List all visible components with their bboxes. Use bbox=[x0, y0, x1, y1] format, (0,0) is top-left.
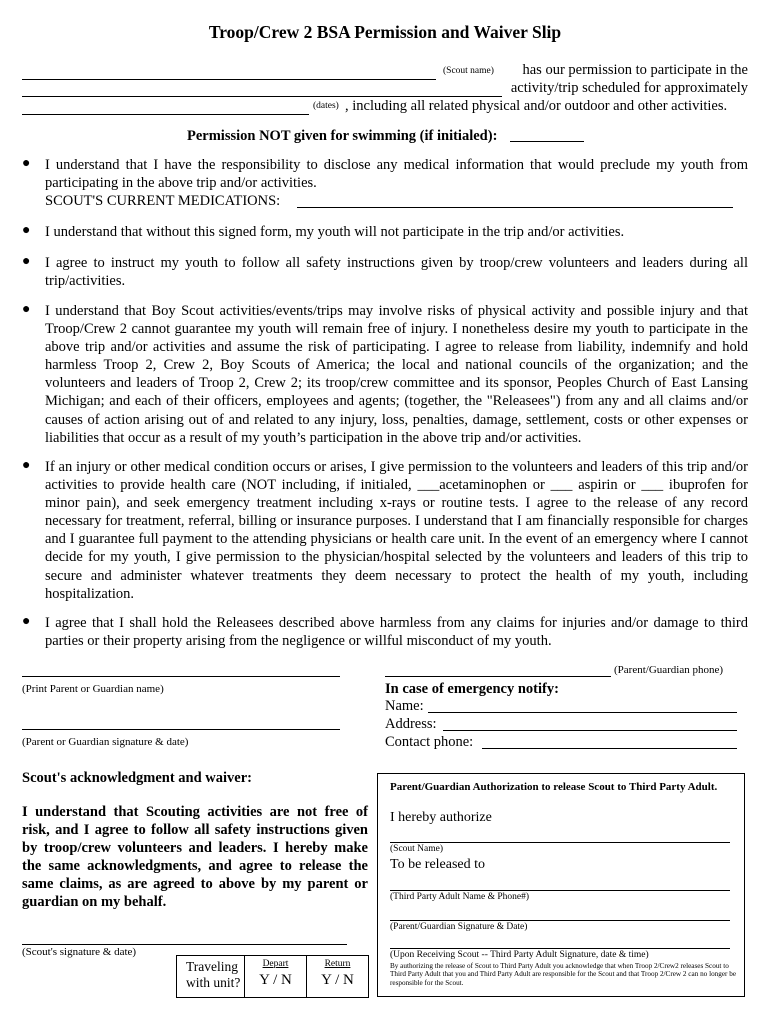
third-party-box bbox=[377, 773, 745, 997]
safety-text: I agree to instruct my youth to follow all safety instructions given by troop/crew volunteers and leaders during all trip/activities. bbox=[45, 255, 748, 290]
dates-line[interactable] bbox=[22, 114, 309, 115]
release-note: By authorizing the release of Scout to Third Party Adult you acknowledge that when Troop 2/Crew2 releases Scout to Third Party Adult that you and Third Party Adult are responsible for the Scout and that Troop 2/Crew 2 can no longer be responsible for the Scout. bbox=[390, 962, 737, 987]
signed-form-text: I understand that without this signed form, my youth will not participate in the trip and/or activities. bbox=[45, 224, 625, 240]
return-options[interactable]: Y / N bbox=[321, 972, 354, 988]
bullet-icon: ● bbox=[22, 156, 31, 171]
emergency-address-label: Address: bbox=[385, 716, 437, 732]
travel-label-1: Traveling bbox=[186, 959, 239, 974]
pg-signature-line[interactable] bbox=[390, 920, 730, 921]
print-name-line[interactable] bbox=[22, 676, 340, 677]
emergency-contact-line[interactable] bbox=[482, 748, 737, 749]
emergency-contact-label: Contact phone: bbox=[385, 734, 474, 750]
emergency-name-label: Name: bbox=[385, 698, 424, 714]
bullet-icon: ● bbox=[22, 254, 31, 269]
scout-name-line[interactable] bbox=[22, 79, 436, 80]
injury-text: If an injury or other medical condition occurs or arises, I give permission to the volunteers and leaders of this trip and/or activities to provide health care (NOT including, if initialed, ___acetaminophen or ___ aspirin or ___ ibuprofen for minor pain), and seek emergency treatment including x-rays or routine tests. I agree to the release of any record necessary for treatment, referral, billing or insurance purposes. I understand that I am financially responsible for charges and I guarantee full payment to the attending physicians or health care unit. In the event of an emergency where I cannot decide for my youth, I give permission to the physician/hospital selected by the volunteers and leaders of this trip to secure and administer whatever treatments they deem necessary to protect the health of my youth, including hospitalization. bbox=[45, 459, 748, 602]
depart-label: Depart bbox=[262, 959, 289, 969]
bullet-icon: ● bbox=[22, 302, 31, 317]
emergency-address-line[interactable] bbox=[443, 730, 737, 731]
parent-signature-line[interactable] bbox=[22, 729, 340, 730]
pg-signature-label: (Parent/Guardian Signature & Date) bbox=[390, 922, 528, 932]
bullet-icon: ● bbox=[22, 458, 31, 473]
parent-phone-line[interactable] bbox=[385, 676, 611, 677]
scout-name-label: (Scout Name) bbox=[390, 844, 444, 854]
released-line[interactable] bbox=[390, 890, 730, 891]
intro-line-2: activity/trip scheduled for approximately bbox=[510, 80, 748, 96]
receiving-signature-line[interactable] bbox=[390, 948, 730, 949]
swimming-label: Permission NOT given for swimming (if initialed): bbox=[187, 128, 498, 144]
intro-line-3: , including all related physical and/or outdoor and other activities. bbox=[345, 98, 728, 114]
travel-box bbox=[176, 955, 369, 998]
print-name-label: (Print Parent or Guardian name) bbox=[22, 683, 164, 695]
authorize-line[interactable] bbox=[390, 842, 730, 843]
bullet-icon: ● bbox=[22, 614, 31, 629]
scout-name-hint: (Scout name) bbox=[443, 66, 494, 76]
scout-ack-body: I understand that Scouting activities are not free of risk, and I agree to follow all safety instructions given by troop/crew volunteers and leaders. I hereby make the same acknowledgments, and agree to release the same claims, as are agreed to above by my parent or guardian on my behalf. bbox=[22, 804, 368, 911]
risks-text: I understand that Boy Scout activities/events/trips may involve risks of physical activity and possible injury and that Troop/Crew 2 cannot guarantee my youth will remain free of injury. I nonetheless desire my youth to participate in the above trip and/or activities and assume the risk of participating. I agree to release from liability, indemnify and hold harmless Troop 2, Crew 2, Boy Scouts of America; the local and national councils of the organization; and the volunteers and leaders of Troop 2, Crew 2; its troop/crew committee and its sponsor, Peoples Church of East Lansing Michigan; and each of their officers, employees and agents; (together, the "Releasees") from any and all claims and/or causes of action arising out of and related to any injury, loss, penalties, damage, settlement, costs or other expenses or liabilities that occur as a result of my youth’s participation in the above trip and/or activities. bbox=[45, 303, 748, 446]
medications-label: SCOUT'S CURRENT MEDICATIONS: bbox=[45, 193, 281, 209]
scout-signature-label: (Scout's signature & date) bbox=[22, 946, 137, 958]
hold-harmless-text: I agree that I shall hold the Releasees described above harmless from any claims for injuries and/or damage to third parties or their property arising from the negligence or willful misconduct of my youth. bbox=[45, 615, 748, 650]
page-title: Troop/Crew 2 BSA Permission and Waiver Slip bbox=[208, 22, 562, 42]
medical-disclosure-text: I understand that I have the responsibility to disclose any medical information that would preclude my youth from participating in the above trip and/or activities. bbox=[45, 157, 748, 192]
scout-ack-heading: Scout's acknowledgment and waiver: bbox=[22, 770, 252, 786]
third-party-heading: Parent/Guardian Authorization to release Scout to Third Party Adult. bbox=[390, 781, 718, 793]
travel-label-2: with unit? bbox=[186, 975, 241, 990]
intro-line-1: has our permission to participate in the bbox=[522, 62, 748, 78]
bullet-icon: ● bbox=[22, 223, 31, 238]
third-party-adult-label: (Third Party Adult Name & Phone#) bbox=[390, 892, 530, 902]
scout-signature-line[interactable] bbox=[22, 944, 347, 945]
released-label: To be released to bbox=[390, 857, 486, 872]
swimming-initials-line[interactable] bbox=[510, 141, 584, 142]
dates-hint: (dates) bbox=[313, 101, 339, 111]
parent-signature-label: (Parent or Guardian signature & date) bbox=[22, 736, 189, 748]
receiving-label: (Upon Receiving Scout -- Third Party Adult Signature, date & time) bbox=[390, 950, 649, 960]
authorize-label: I hereby authorize bbox=[390, 810, 492, 825]
emergency-name-line[interactable] bbox=[428, 712, 737, 713]
return-label: Return bbox=[324, 959, 351, 969]
depart-options[interactable]: Y / N bbox=[259, 972, 292, 988]
parent-phone-label: (Parent/Guardian phone) bbox=[614, 664, 724, 676]
medications-line[interactable] bbox=[297, 207, 733, 208]
emergency-heading: In case of emergency notify: bbox=[385, 681, 559, 697]
